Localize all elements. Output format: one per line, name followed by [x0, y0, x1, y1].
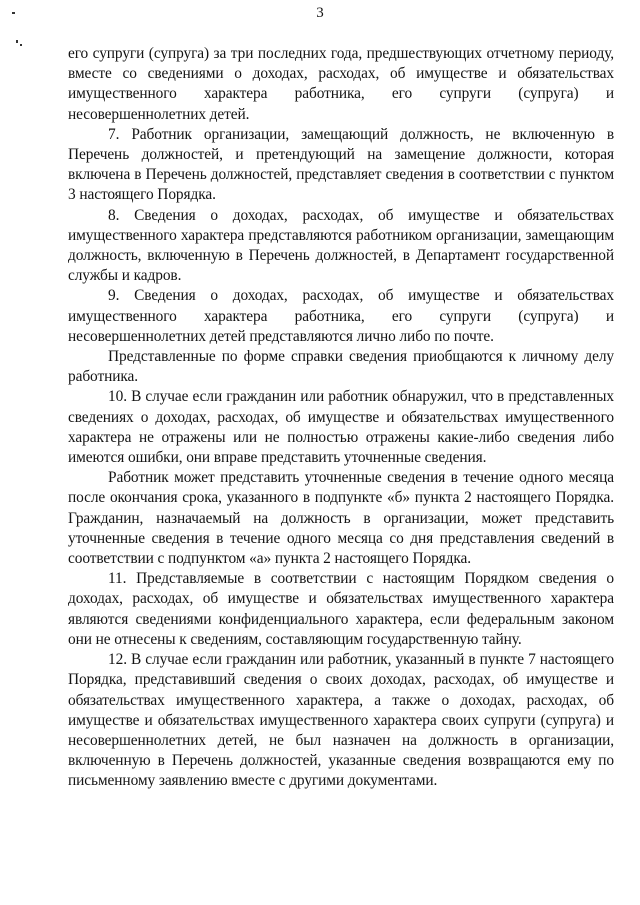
document-body — [68, 44, 614, 792]
paragraph-continuation: его супруги (супруга) за три последних года, предшествующих отчетному периоду, вместе со сведениями о доходах, расходах, об имуществе и обязательствах имущественного характера работника, его супруги (супруга) и несовершеннолетних детей. — [68, 45, 614, 123]
page-number: 3 — [316, 5, 324, 21]
paragraph-9: 9. Сведения о доходах, расходах, об имуществе и обязательствах имущественного характера работника, его супруги (супруга) и несовершеннолетних детей представляются лично либо по почте. — [68, 287, 614, 345]
paragraph-12: 12. В случае если гражданин или работник, указанный в пункте 7 настоящего Порядка, представивший сведения о своих доходах, расходах, об имуществе и обязательствах имущественного характера, а также о доходах, расходах, об имуществе и обязательствах имущественного характера своих супруги (супруга) и несовершеннолетних детей, не был назначен на должность в организации, включенную в Перечень должностей, указанные сведения возвращаются ему по письменному заявлению вместе с другими документами. — [68, 651, 614, 790]
paragraph-7: 7. Работник организации, замещающий должность, не включенную в Перечень должностей, и претендующий на замещение должности, которая включена в Перечень должностей, представляет сведения в соответствии с пунктом 3 настоящего Порядка. — [68, 125, 614, 204]
scan-speck-left-2 — [20, 44, 22, 46]
paragraph-10: 10. В случае если гражданин или работник обнаружил, что в представленных сведениях о доходах, расходах, об имуществе и обязательствах имущественного характера не отражены или не полностью отражены какие-либо сведения либо имеются ошибки, они вправе представить уточненные сведения. — [68, 388, 614, 467]
paragraph-8: 8. Сведения о доходах, расходах, об имуществе и обязательствах имущественного характера представляются работником организации, замещающим должность, включенную в Перечень должностей, в Департамент государственной службы и кадров. — [68, 206, 614, 285]
paragraph-11: 11. Представляемые в соответствии с настоящим Порядком сведения о доходах, расходах, об имуществе и обязательствах имущественного характера являются сведениями конфиденциального характера, если федеральным законом они не отнесены к сведениям, составляющим государственную тайну. — [68, 570, 614, 648]
paragraph-10-note: Работник может представить уточненные сведения в течение одного месяца после окончания срока, указанного в подпункте «б» пункта 2 настоящего Порядка. Гражданин, назначаемый на должность в организации, может представить уточненные сведения в течение одного месяца со дня представления сведений в соответствии с подпунктом «а» пункта 2 настоящего Порядка. — [68, 469, 614, 568]
paragraph-9-note: Представленные по форме справки сведения приобщаются к личному делу работника. — [68, 348, 614, 386]
scan-speck-left — [16, 40, 18, 43]
